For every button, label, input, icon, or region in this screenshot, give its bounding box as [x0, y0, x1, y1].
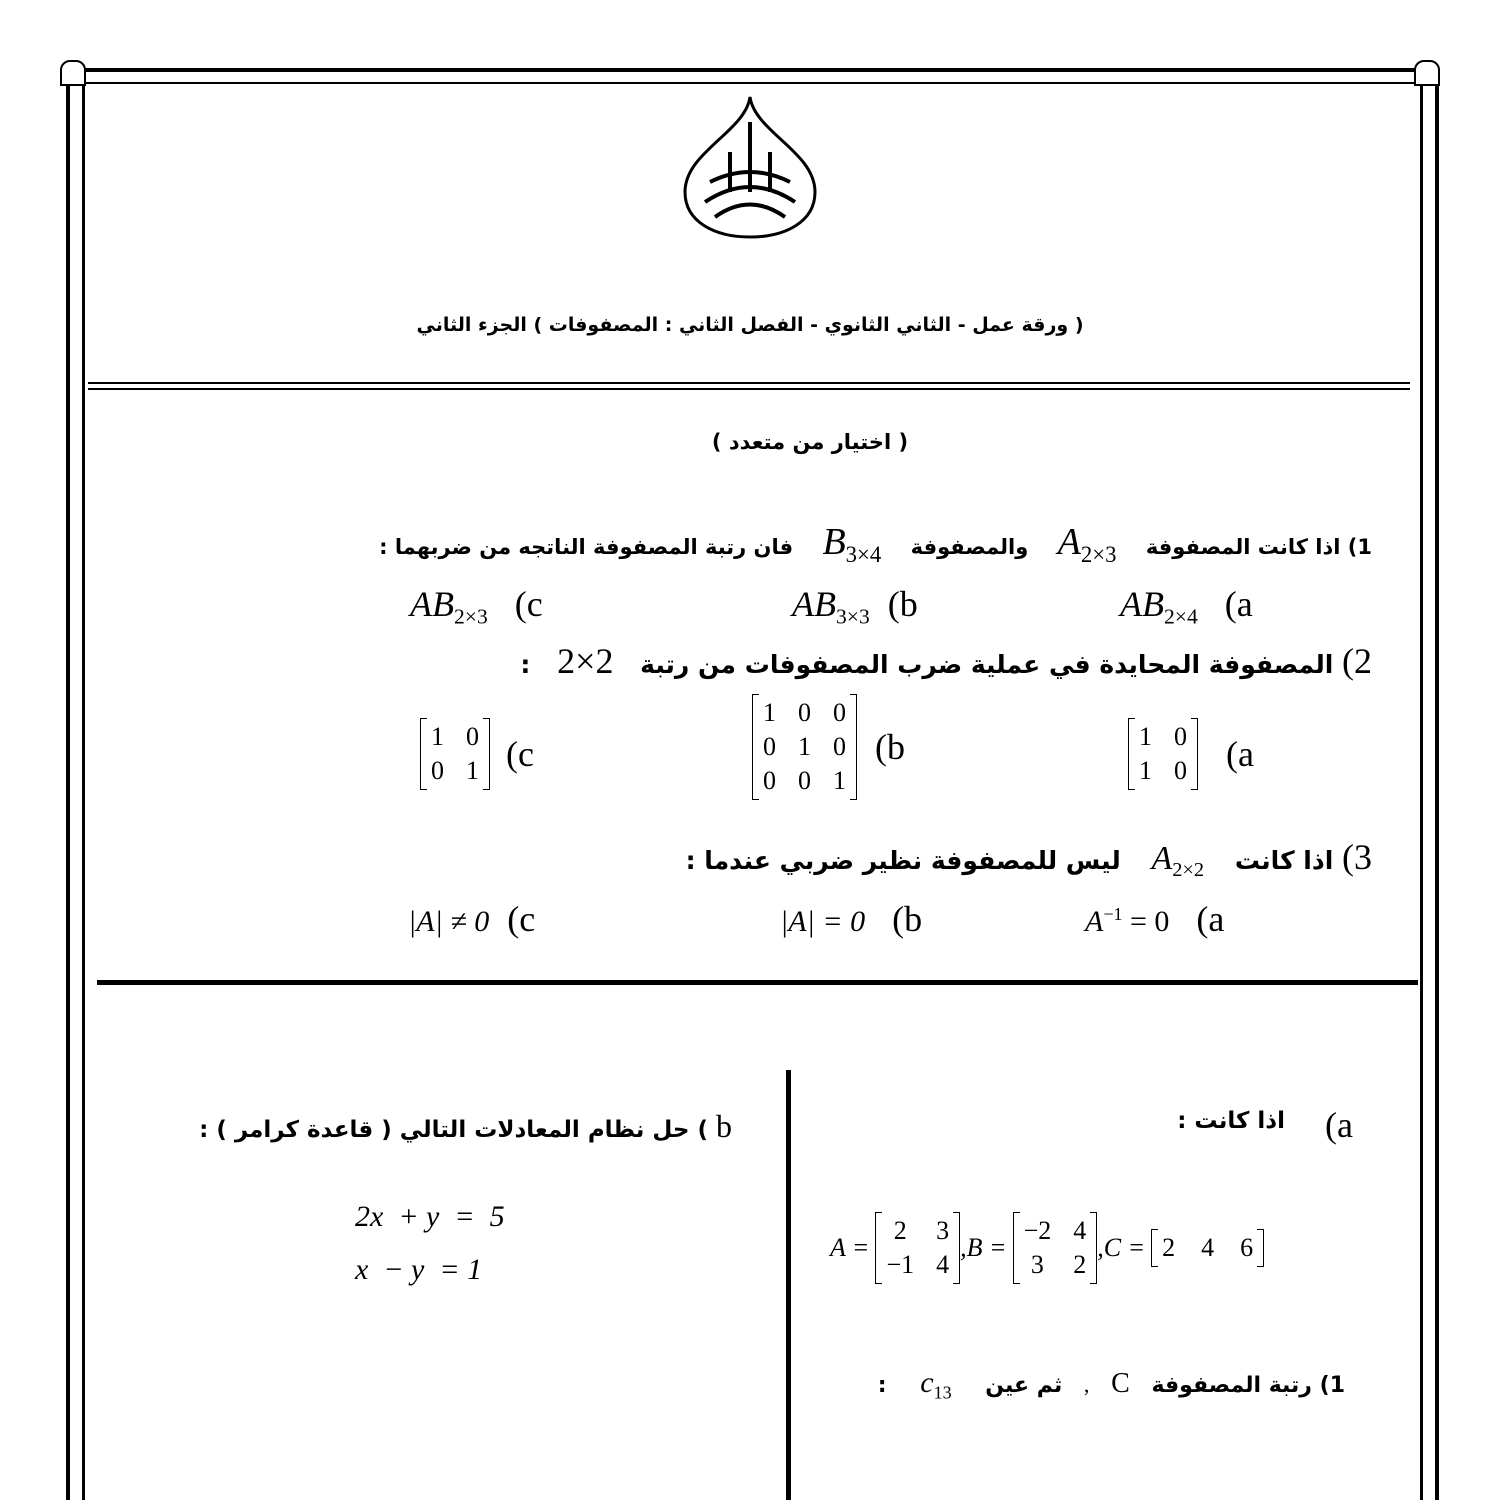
matrix-cell: 0 [1174, 756, 1187, 785]
matrix-cell: 0 [798, 766, 811, 795]
matrix-cell: 1 [1139, 756, 1152, 785]
matrix-cell: −1 [886, 1250, 915, 1279]
part-a-title: اذا كانت : [1177, 1108, 1285, 1134]
matrix-cell: 0 [833, 698, 846, 727]
matrix-cell: 3 [1030, 1250, 1044, 1279]
part-a-label: (a [1325, 1105, 1353, 1145]
matrix-cell: 0 [431, 756, 444, 785]
corner-ornament [60, 60, 86, 86]
matrix-cell: 2 [1162, 1233, 1176, 1262]
matrix-cell: 3 [936, 1216, 950, 1245]
corner-ornament [1414, 60, 1440, 86]
given-matrices: A = 2 3 −1 4 ,B = −2 4 3 2 ,C = 2 4 6 [830, 1212, 1264, 1284]
matrix-cell: −2 [1023, 1216, 1052, 1245]
page-border-left [66, 72, 85, 1500]
column-divider [786, 1070, 791, 1500]
q3-option-a[interactable]: $A^{-1} = 0$ (a [1085, 899, 1225, 939]
page-border-top [62, 68, 1438, 84]
q1-option-c[interactable]: $AB_{2\times 3}$ (c [410, 584, 543, 629]
q2-option-b[interactable]: 1 0 0 0 1 0 0 0 1 (b [752, 694, 905, 800]
matrix-cell: 6 [1240, 1233, 1254, 1262]
worksheet-title: ( ورقة عمل - الثاني الثانوي - الفصل الثاني : المصفوفات ) الجزء الثاني [416, 314, 1084, 336]
matrix-cell: 0 [466, 722, 479, 751]
matrix [752, 694, 857, 800]
section-title: ( اختيار من متعدد ) [711, 430, 909, 454]
part-a-question-1: 1) رتبة المصفوفة C , ثم عين $c_{13}$ : [877, 1366, 1345, 1403]
divider-thick [97, 980, 1418, 985]
part-b-title: b ) حل نظام المعادلات التالي ( قاعدة كرامر ) : [199, 1108, 732, 1144]
matrix-cell: 0 [798, 698, 811, 727]
matrix-cell: 1 [466, 756, 479, 785]
matrix-cell: 1 [1139, 722, 1152, 751]
matrix-cell: 0 [833, 732, 846, 761]
matrix-cell: 4 [936, 1250, 950, 1279]
matrix [1128, 718, 1198, 790]
question-1: 1) اذا كانت المصفوفة $A_{2\times 3}$ والمصفوفة $B_{3\times 4}$ فان رتبة المصفوفة الناتجه من ضربهما : [379, 521, 1372, 567]
matrix [420, 718, 490, 790]
equation-1: 2x + y = 5 [355, 1200, 505, 1233]
matrix-cell: 4 [1201, 1233, 1215, 1262]
q2-option-a[interactable]: 1 0 1 0 (a [1128, 718, 1254, 790]
q2-option-c[interactable]: 1 0 0 1 (c [420, 718, 534, 790]
matrix-cell: 0 [1174, 722, 1187, 751]
page-border-right [1420, 72, 1439, 1500]
matrix-cell: 1 [431, 722, 444, 751]
q1-option-a[interactable]: $AB_{2\times 4}$ (a [1120, 584, 1253, 629]
matrix-cell: 2 [893, 1216, 907, 1245]
matrix-cell: 1 [763, 698, 776, 727]
matrix-a [875, 1212, 960, 1284]
matrix-cell: 2 [1073, 1250, 1087, 1279]
matrix-cell: 0 [763, 766, 776, 795]
matrix-cell: 4 [1073, 1216, 1087, 1245]
matrix-cell: 0 [763, 732, 776, 761]
matrix-b [1013, 1212, 1098, 1284]
q1-option-b[interactable]: $AB_{3\times 3}$ (b [792, 584, 918, 629]
matrix-c [1151, 1229, 1264, 1267]
question-3: 3) اذا كانت $A_{2\times 2}$ ليس للمصفوفة نظير ضربي عندما : [685, 837, 1372, 882]
divider-double [88, 382, 1410, 390]
q3-option-c[interactable]: |A| ≠ 0 (c [408, 899, 536, 939]
q3-option-b[interactable]: |A| = 0 (b [780, 899, 923, 939]
question-2: 2) المصفوفة المحايدة في عملية ضرب المصفوفات من رتبة 2×2 : [520, 641, 1372, 681]
matrix-cell: 1 [798, 732, 811, 761]
equation-2: x − y = 1 [355, 1253, 483, 1286]
basmala-logo [675, 92, 825, 242]
matrix-cell: 1 [833, 766, 846, 795]
